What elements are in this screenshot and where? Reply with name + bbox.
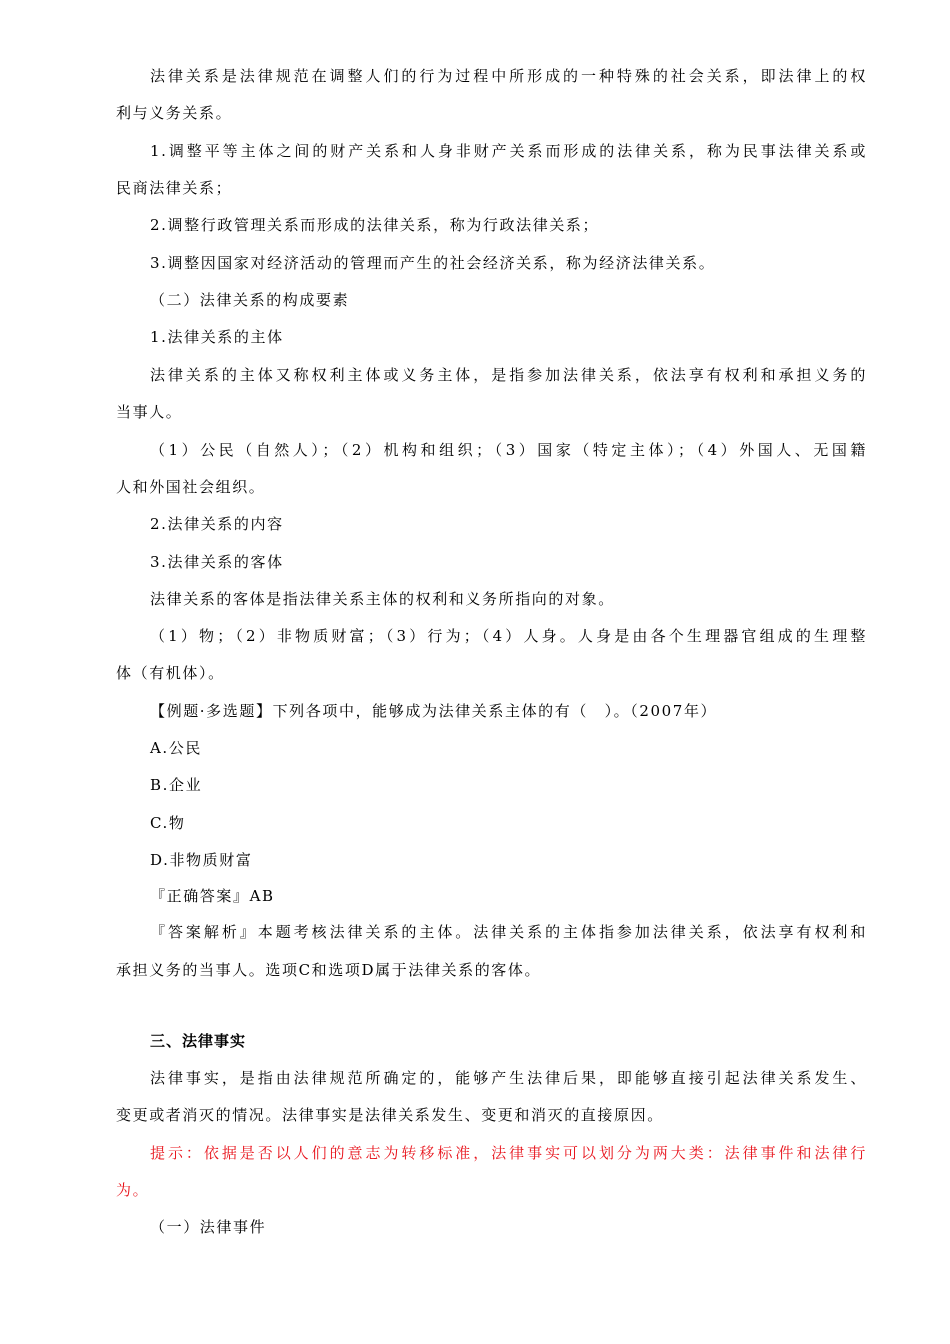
paragraph-subject-line2: 当事人。 <box>116 403 183 421</box>
heading-content: 2.法律关系的内容 <box>150 515 284 533</box>
paragraph-definition-line1: 法律关系是法律规范在调整人们的行为过程中所形成的一种特殊的社会关系，即法律上的权 <box>150 67 867 85</box>
option-d: D.非物质财富 <box>150 851 253 869</box>
heading-legal-event: （一）法律事件 <box>150 1218 267 1236</box>
paragraph-object-list-line2: 体（有机体）。 <box>116 664 225 682</box>
list-item-civil-line1: 1.调整平等主体之间的财产关系和人身非财产关系而形成的法律关系，称为民事法律关系或 <box>150 142 867 160</box>
list-item-administrative: 2.调整行政管理关系而形成的法律关系，称为行政法律关系； <box>150 216 600 234</box>
heading-object: 3.法律关系的客体 <box>150 553 284 571</box>
tip-line1: 提示：依据是否以人们的意志为转移标准，法律事实可以划分为两大类：法律事件和法律行 <box>150 1144 867 1162</box>
paragraph-definition-line2: 利与义务关系。 <box>116 104 233 122</box>
paragraph-object: 法律关系的客体是指法律关系主体的权利和义务所指向的对象。 <box>150 590 615 608</box>
section-title-legal-facts: 三、法律事实 <box>150 1032 247 1050</box>
option-b: B.企业 <box>150 776 203 794</box>
answer-analysis-line2: 承担义务的当事人。选项C和选项D属于法律关系的客体。 <box>116 961 542 979</box>
example-question: 【例题·多选题】下列各项中，能够成为法律关系主体的有（ ）。（2007年） <box>150 702 718 720</box>
paragraph-object-list-line1: （1）物；（2）非物质财富；（3）行为；（4）人身。人身是由各个生理器官组成的生理整 <box>150 627 867 645</box>
option-c: C.物 <box>150 814 186 832</box>
paragraph-subject-list-line1: （1）公民（自然人）；（2）机构和组织；（3）国家（特定主体）；（4）外国人、无国籍 <box>150 441 867 459</box>
answer-analysis-line1: 『答案解析』本题考核法律关系的主体。法律关系的主体指参加法律关系，依法享有权利和 <box>150 923 867 941</box>
heading-components: （二）法律关系的构成要素 <box>150 291 350 309</box>
heading-subject: 1.法律关系的主体 <box>150 328 284 346</box>
correct-answer: 『正确答案』AB <box>150 887 275 905</box>
option-a: A.公民 <box>150 739 203 757</box>
tip-line2: 为。 <box>116 1181 150 1199</box>
list-item-civil-line2: 民商法律关系； <box>116 179 233 197</box>
paragraph-legal-facts-line2: 变更或者消灭的情况。法律事实是法律关系发生、变更和消灭的直接原因。 <box>116 1106 664 1124</box>
paragraph-subject-line1: 法律关系的主体又称权利主体或义务主体，是指参加法律关系，依法享有权利和承担义务的 <box>150 366 867 384</box>
paragraph-subject-list-line2: 人和外国社会组织。 <box>116 478 266 496</box>
list-item-economic: 3.调整因国家对经济活动的管理而产生的社会经济关系，称为经济法律关系。 <box>150 254 716 272</box>
paragraph-legal-facts-line1: 法律事实，是指由法律规范所确定的，能够产生法律后果，即能够直接引起法律关系发生、 <box>150 1069 867 1087</box>
